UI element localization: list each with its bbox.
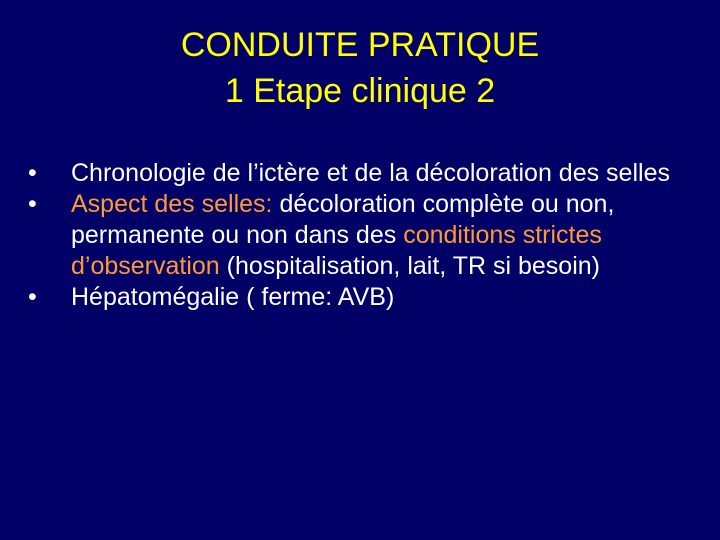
title-line-2: 1 Etape clinique 2 xyxy=(224,72,496,110)
slide-title xyxy=(0,22,720,114)
bullet-icon: • xyxy=(28,190,37,218)
bullet-icon: • xyxy=(28,159,37,187)
title-line-1: CONDUITE PRATIQUE xyxy=(180,26,540,64)
bullet-text-part-1: décoloration complète ou non, permanente ou non dans des xyxy=(71,190,615,249)
highlight-aspect-selles: Aspect des selles: xyxy=(71,190,273,218)
bullet-item-aspect-selles xyxy=(28,189,708,282)
bullet-list xyxy=(28,158,708,313)
bullet-text: Hépatomégalie ( ferme: AVB) xyxy=(71,283,395,311)
highlight-conditions: conditions strictes d’observation xyxy=(71,221,602,280)
bullet-text-part-2: (hospitalisation, lait, TR si besoin) xyxy=(219,252,600,280)
bullet-item-hepatomegalie xyxy=(28,282,708,313)
bullet-item-chronologie xyxy=(28,158,708,189)
bullet-text: Chronologie de l’ictère et de la décoloration des selles xyxy=(71,159,670,187)
bullet-icon: • xyxy=(28,283,37,311)
